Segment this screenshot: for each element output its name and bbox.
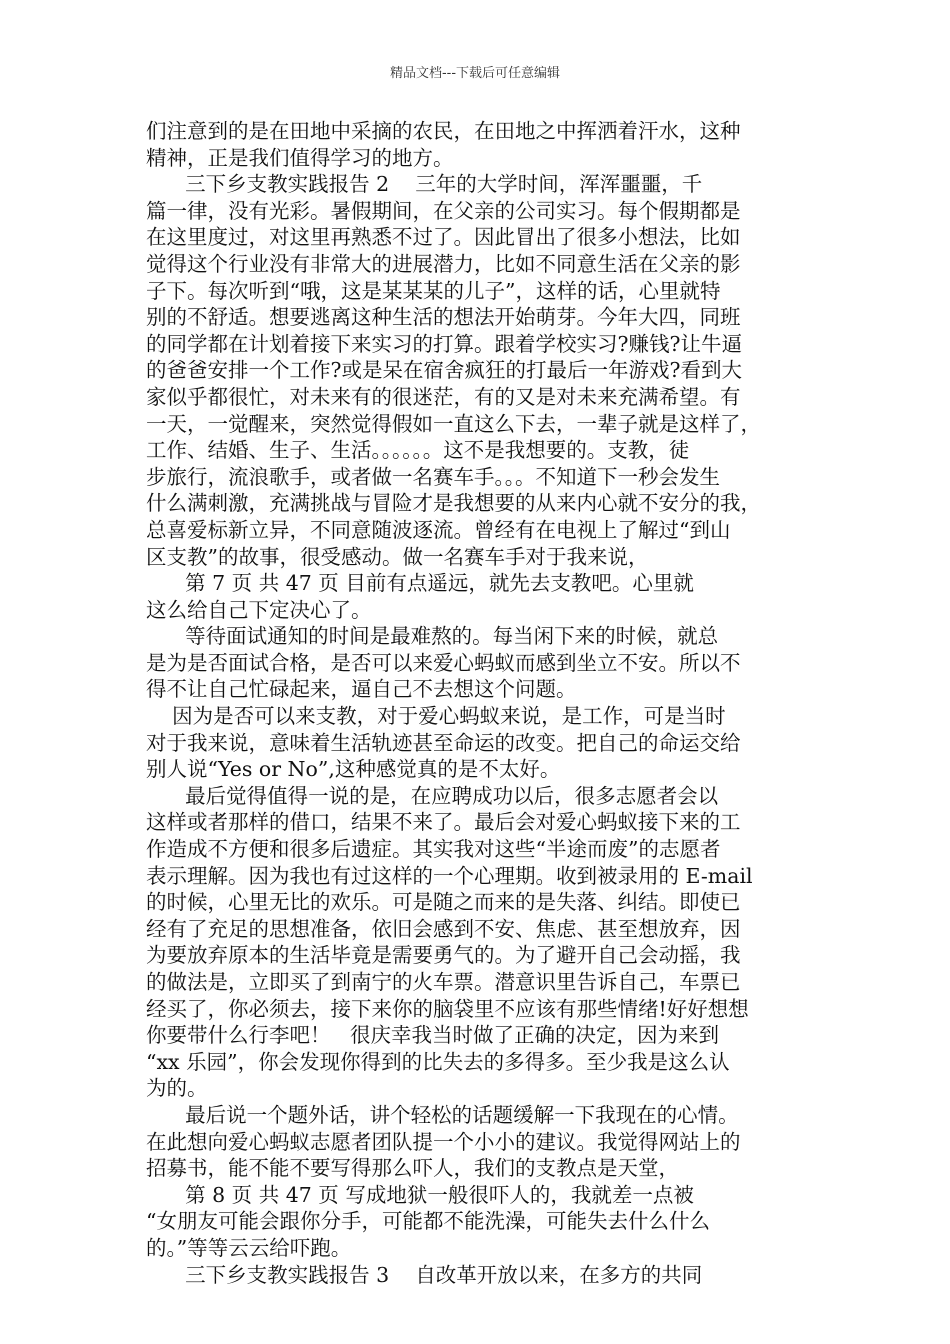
text-line: 的同学都在计划着接下来实习的打算。跟着学校实习?赚钱?让牛逼 (146, 331, 742, 356)
text-line: 对于我来说，意味着生活轨迹甚至命运的改变。把自己的命运交给 (146, 730, 741, 755)
text-line: 总喜爱标新立异，不同意随波逐流。曾经有在电视上了解过“到山 (146, 517, 731, 542)
text-line: 是为是否面试合格，是否可以来爱心蚂蚁而感到坐立不安。所以不 (146, 650, 741, 675)
text-line: 的时候，心里无比的欢乐。可是随之而来的是失落、纠结。即使已 (146, 890, 741, 915)
text-line: 别的不舒适。想要逃离这种生活的想法开始萌芽。今年大四，同班 (146, 305, 741, 330)
text-line: “女朋友可能会跟你分手，可能都不能洗澡，可能失去什么什么 (146, 1209, 710, 1234)
text-line: 精神，正是我们值得学习的地方。 (146, 145, 454, 170)
text-line: 作造成不方便和很多后遗症。其实我对这些“半途而废”的志愿者 (146, 837, 721, 862)
text-line: 篇一律，没有光彩。暑假期间，在父亲的公司实习。每个假期都是 (146, 198, 741, 223)
text-line: 什么满刺激，充满挑战与冒险才是我想要的从来内心就不安分的我， (146, 491, 761, 516)
text-line: 为的。 (146, 1076, 208, 1101)
text-line: 子下。每次听到“哦，这是某某某的儿子”，这样的话，心里就特 (146, 278, 721, 303)
text-line: 区支教”的故事，很受感动。做一名赛车手对于我来说， (146, 544, 649, 569)
text-line: “xx 乐园”，你会发现你得到的比失去的多得多。至少我是这么认 (146, 1049, 730, 1074)
text-line: 的。”等等云云给吓跑。 (146, 1235, 352, 1260)
text-line: 三下乡支教实践报告 2 三年的大学时间，浑浑噩噩，千 (146, 172, 703, 197)
text-line: 等待面试通知的时间是最难熬的。每当闲下来的时候，就总 (146, 624, 719, 649)
text-line: 得不让自己忙碌起来，逼自己不去想这个问题。 (146, 677, 577, 702)
text-line: 这样或者那样的借口，结果不来了。最后会对爱心蚂蚁接下来的工 (146, 810, 741, 835)
text-line: 经买了，你必须去，接下来你的脑袋里不应该有那些情绪!好好想想 (146, 996, 749, 1021)
text-line: 经有了充足的思想准备，依旧会感到不安、焦虑、甚至想放弃，因 (146, 916, 741, 941)
text-line: 工作、结婚、生子、生活。。。。。。这不是我想要的。支教，徒 (146, 438, 690, 463)
text-line: 觉得这个行业没有非常大的进展潜力，比如不同意生活在父亲的影 (146, 251, 741, 276)
text-line: 步旅行，流浪歌手，或者做一名赛车手。。。不知道下一秒会发生 (146, 464, 720, 489)
text-line: 最后说一个题外话，讲个轻松的话题缓解一下我现在的心情。 (146, 1102, 739, 1127)
text-line: 家似乎都很忙，对未来有的很迷茫，有的又是对未来充满希望。有 (146, 384, 741, 409)
text-line: 在此想向爱心蚂蚁志愿者团队提一个小小的建议。我觉得网站上的 (146, 1129, 741, 1154)
text-line: 三下乡支教实践报告 3 自改革开放以来，在多方的共同 (146, 1262, 703, 1287)
text-line: 这么给自己下定决心了。 (146, 597, 372, 622)
text-line: 们注意到的是在田地中采摘的农民，在田地之中挥洒着汗水，这种 (146, 119, 741, 143)
page-header: 精品文档---下载后可任意编辑 (389, 66, 561, 81)
text-line: 的做法是，立即买了到南宁的火车票。潜意识里告诉自己，车票已 (146, 970, 741, 994)
text-line: 的爸爸安排一个工作?或是呆在宿舍疯狂的打最后一年游戏?看到大 (146, 358, 742, 383)
text-line: 最后觉得值得一说的是，在应聘成功以后，很多志愿者会以 (146, 783, 719, 808)
text-line: 别人说“Yes or No”,这种感觉真的是不太好。 (146, 757, 561, 782)
text-line: 为要放弃原本的生活毕竟是需要勇气的。为了避开自己会动摇，我 (146, 943, 741, 968)
document-body (146, 118, 816, 1288)
text-line: 在这里度过，对这里再熟悉不过了。因此冒出了很多小想法，比如 (146, 225, 741, 250)
text-line: 因为是否可以来支教，对于爱心蚂蚁来说，是工作，可是当时 (146, 704, 726, 729)
text-line: 第 7 页 共 47 页 目前有点遥远，就先去支教吧。心里就 (146, 571, 694, 596)
text-line: 表示理解。因为我也有过这样的一个心理期。收到被录用的 E-mail (146, 863, 753, 888)
text-line: 招募书，能不能不要写得那么吓人，我们的支教点是天堂， (146, 1156, 679, 1181)
text-line: 第 8 页 共 47 页 写成地狱一般很吓人的，我就差一点被 (146, 1182, 694, 1207)
text-line: 你要带什么行李吧！ 很庆幸我当时做了正确的决定，因为来到 (146, 1023, 720, 1048)
text-line: 一天，一觉醒来，突然觉得假如一直这么下去，一辈子就是这样了， (146, 411, 761, 436)
